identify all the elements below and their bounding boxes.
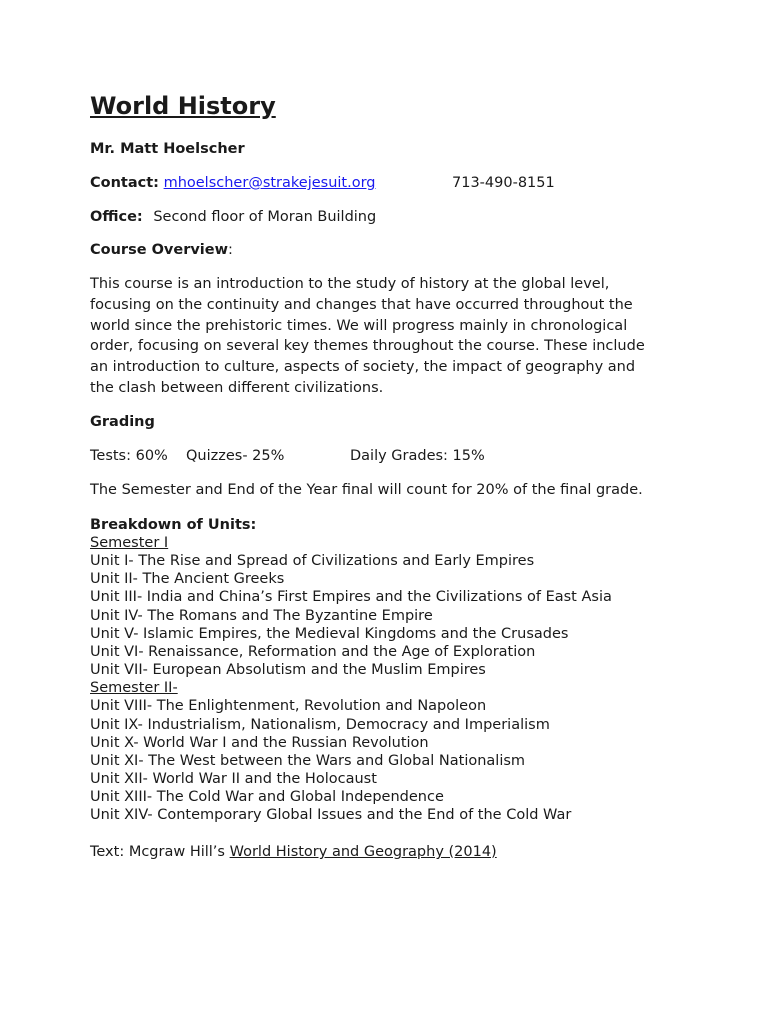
- list-item: Unit IV- The Romans and The Byzantine Empire: [90, 607, 433, 624]
- list-item: Unit XI- The West between the Wars and Global Nationalism: [90, 752, 526, 769]
- tests-weight: Tests: 60%: [90, 448, 168, 464]
- overview-line: world since the prehistoric times. We will progress mainly in chronological: [90, 317, 628, 334]
- overview-label: Course Overview: [90, 242, 229, 258]
- overview-line: focusing on the continuity and changes that have occurred throughout the: [90, 296, 633, 313]
- list-item: Unit I- The Rise and Spread of Civilizations and Early Empires: [90, 553, 535, 570]
- list-item: Unit XII- World War II and the Holocaust: [90, 771, 377, 788]
- office-value: Second floor of Moran Building: [153, 209, 377, 225]
- semester-2-heading: Semester II-: [90, 680, 178, 697]
- overview-line: order, focusing on several key themes throughout the course. These include: [90, 338, 645, 355]
- quizzes-weight: Quizzes- 25%: [186, 448, 285, 464]
- unit-list: [90, 534, 612, 825]
- list-item: Unit IX- Industrialism, Nationalism, Democracy and Imperialism: [90, 716, 550, 733]
- list-item: Unit XIII- The Cold War and Global Independence: [90, 789, 444, 806]
- overview-heading: [90, 241, 233, 259]
- office-line: [90, 208, 376, 226]
- overview-line: the clash between different civilizations.: [90, 379, 384, 396]
- contact-label: Contact:: [90, 175, 159, 191]
- office-label: Office:: [90, 209, 143, 225]
- daily-weight: Daily Grades: 15%: [350, 448, 485, 464]
- textbook-prefix: Text: Mcgraw Hill’s: [90, 844, 230, 860]
- list-item: Unit III- India and China’s First Empires and the Civilizations of East Asia: [90, 589, 612, 606]
- overview-line: an introduction to culture, aspects of society, the impact of geography and: [90, 359, 636, 376]
- list-item: Unit VIII- The Enlightenment, Revolution and Napoleon: [90, 698, 487, 715]
- page-title: World History: [90, 92, 276, 120]
- overview-paragraph: [90, 274, 680, 399]
- phone-number: 713-490-8151: [452, 175, 555, 191]
- list-item: Unit V- Islamic Empires, the Medieval Kingdoms and the Crusades: [90, 625, 569, 642]
- list-item: Unit XIV- Contemporary Global Issues and the End of the Cold War: [90, 807, 572, 824]
- grading-heading: Grading: [90, 414, 155, 430]
- overview-line: This course is an introduction to the study of history at the global level,: [90, 276, 610, 292]
- list-item: Unit VII- European Absolutism and the Muslim Empires: [90, 662, 486, 679]
- list-item: Unit II- The Ancient Greeks: [90, 571, 285, 588]
- breakdown-heading: Breakdown of Units:: [90, 517, 257, 533]
- teacher-name: Mr. Matt Hoelscher: [90, 141, 245, 157]
- list-item: Unit VI- Renaissance, Reformation and the Age of Exploration: [90, 643, 536, 660]
- email-link[interactable]: mhoelscher@strakejesuit.org: [163, 175, 376, 191]
- semester-1-heading: Semester I: [90, 535, 169, 551]
- list-item: Unit X- World War I and the Russian Revolution: [90, 734, 429, 751]
- grading-weights: [90, 447, 485, 465]
- textbook-title: World History and Geography (2014): [229, 844, 497, 860]
- textbook-line: [90, 843, 497, 861]
- final-note: The Semester and End of the Year final will count for 20% of the final grade.: [90, 482, 643, 498]
- contact-line: [90, 174, 555, 192]
- overview-colon: :: [228, 242, 233, 258]
